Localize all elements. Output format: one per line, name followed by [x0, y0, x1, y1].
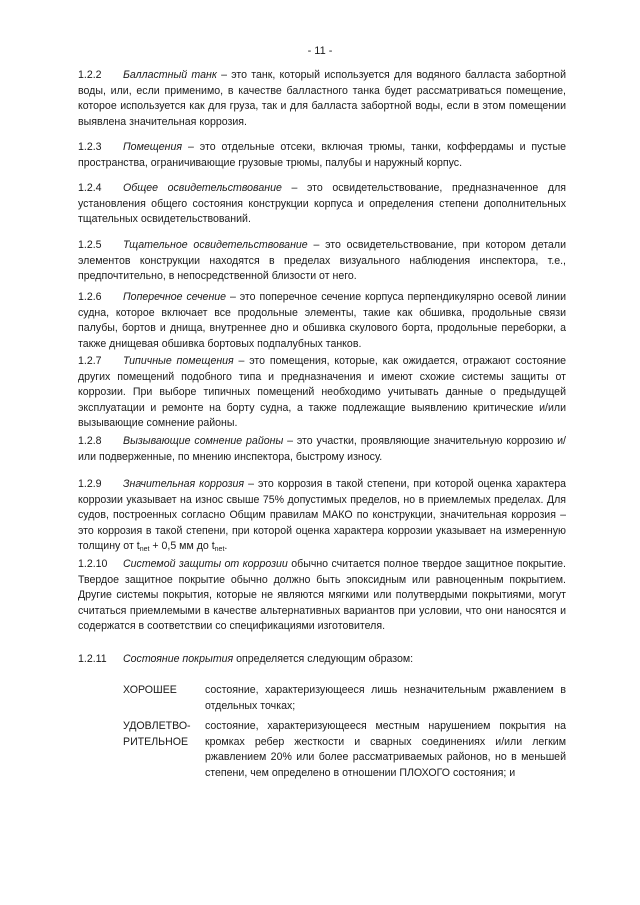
item-number: 1.2.11	[78, 653, 107, 665]
definition-1-2-8	[78, 434, 566, 465]
item-text: – это участки, проявляющие значительную коррозию и/или подверженные, по мнению инспектора, быстрому износу.	[78, 435, 567, 463]
definition-1-2-9	[78, 477, 566, 555]
item-term: Тщательное освидетельствование	[123, 239, 308, 251]
condition-description: состояние, характеризующееся лишь незначительным ржавлением в отдельных точках;	[205, 684, 566, 712]
definition-1-2-10	[78, 557, 566, 635]
item-text-cont: + 0,5 мм до t	[149, 540, 215, 552]
item-number: 1.2.10	[78, 558, 108, 570]
definition-1-2-7	[78, 354, 566, 432]
definition-1-2-2	[78, 68, 566, 130]
item-number: 1.2.3	[78, 141, 102, 153]
item-number: 1.2.9	[78, 478, 102, 490]
subscript-net: net	[139, 546, 150, 553]
item-text: – это отдельные отсеки, включая трюмы, танки, коффердамы и пустые пространства, ограничивающие грузовые трюмы, палубы и наружный корпус.	[78, 141, 566, 169]
item-text: – это помещения, которые, как ожидается, отражают состояние других помещений подобного типа и предназначения и имеют схожие системы защиты от коррозии. При выборе типичных помещений необходимо учитывать данные о предыдущей эксплуатации и ремонте на борту судна, а также подлежащие выявлению критические и/или вызывающие сомнение районы.	[78, 355, 567, 429]
item-number: 1.2.2	[78, 69, 102, 81]
item-term: Типичные помещения	[123, 355, 234, 367]
item-text: – это освидетельствование, предназначенное для установления общего состояния конструкции корпуса и определения степени дополнительных тщательных освидетельствований.	[78, 182, 567, 225]
item-term: Значительная коррозия	[123, 478, 245, 490]
definition-1-2-4	[78, 181, 566, 228]
condition-term: ХОРОШЕЕ	[123, 684, 177, 696]
item-term: Помещения	[123, 141, 183, 153]
item-text: – это освидетельствование, при котором детали элементов конструкции находятся в пределах визуального наблюдения инспектора, т.е., предпочтительно, в непосредственной близости от него.	[78, 239, 566, 282]
item-text: – это коррозия в такой степени, при которой оценка характера коррозии указывает на износ свыше 75% допустимых пределов, но в приемлемых пределах. Для судов, построенных согласно Общим правилам МАКО по конструкции, значительная коррозия – это коррозия в такой степени, при которой оценка характера коррозии указывает на измеренную толщину от t	[78, 478, 566, 552]
item-term: Вызывающие сомнение районы	[123, 435, 284, 447]
subscript-net: net	[214, 546, 225, 553]
item-number: 1.2.4	[78, 182, 102, 194]
item-text: определяется следующим образом:	[233, 653, 414, 665]
item-text: обычно считается полное твердое защитное покрытие. Твердое защитное покрытие обычно должно быть эпоксидным или равноценным покрытием. Другие системы покрытия, которые не являются мягкими или полутвердыми покрытиями, могут считаться приемлемыми в качестве альтернативных вариантов при условии, что они наносятся и содержатся в соответствии со спецификациями изготовителя.	[78, 558, 566, 632]
item-number: 1.2.5	[78, 239, 102, 251]
definition-1-2-5	[78, 238, 566, 285]
item-term: Балластный танк	[123, 69, 217, 81]
item-number: 1.2.8	[78, 435, 102, 447]
item-term: Поперечное сечение	[123, 291, 227, 303]
condition-term: УДОВЛЕТВО-РИТЕЛЬНОЕ	[123, 720, 191, 748]
item-term: Системой защиты от коррозии	[123, 558, 288, 570]
condition-description: состояние, характеризующееся местным нарушением покрытия на кромках ребер жесткости и сварных соединениях и/или легким ржавлением 20% или более рассматриваемых районов, но в меньшей степени, чем определено в отношении ПЛОХОГО состояния; и	[205, 720, 566, 779]
item-text: – это танк, который используется для водяного балласта забортной воды, или, если применимо, в качестве балластного танка будет рассматриваться помещение, которое используется как для груза, так и для балласта забортной воды, если в этом помещении выявлена значительная коррозия.	[78, 69, 566, 128]
page-number: - 11 -	[307, 45, 333, 57]
item-text: – это поперечное сечение корпуса перпендикулярно осевой линии судна, которое включает все продольные элементы, такие как обшивка, продольные связи палубы, бортов и днища, внутреннее дно и обшивка скулового борта, продольные переборки, а также днищевая обшивка бортовых подпалубных танков.	[78, 291, 566, 350]
item-term: Общее освидетельствование	[123, 182, 282, 194]
item-number: 1.2.7	[78, 355, 102, 367]
item-term: Состояние покрытия	[123, 653, 234, 665]
definition-1-2-3	[78, 140, 566, 171]
definition-1-2-6	[78, 290, 566, 352]
item-number: 1.2.6	[78, 291, 102, 303]
definition-1-2-11	[78, 652, 566, 668]
item-text-end: .	[224, 540, 228, 552]
